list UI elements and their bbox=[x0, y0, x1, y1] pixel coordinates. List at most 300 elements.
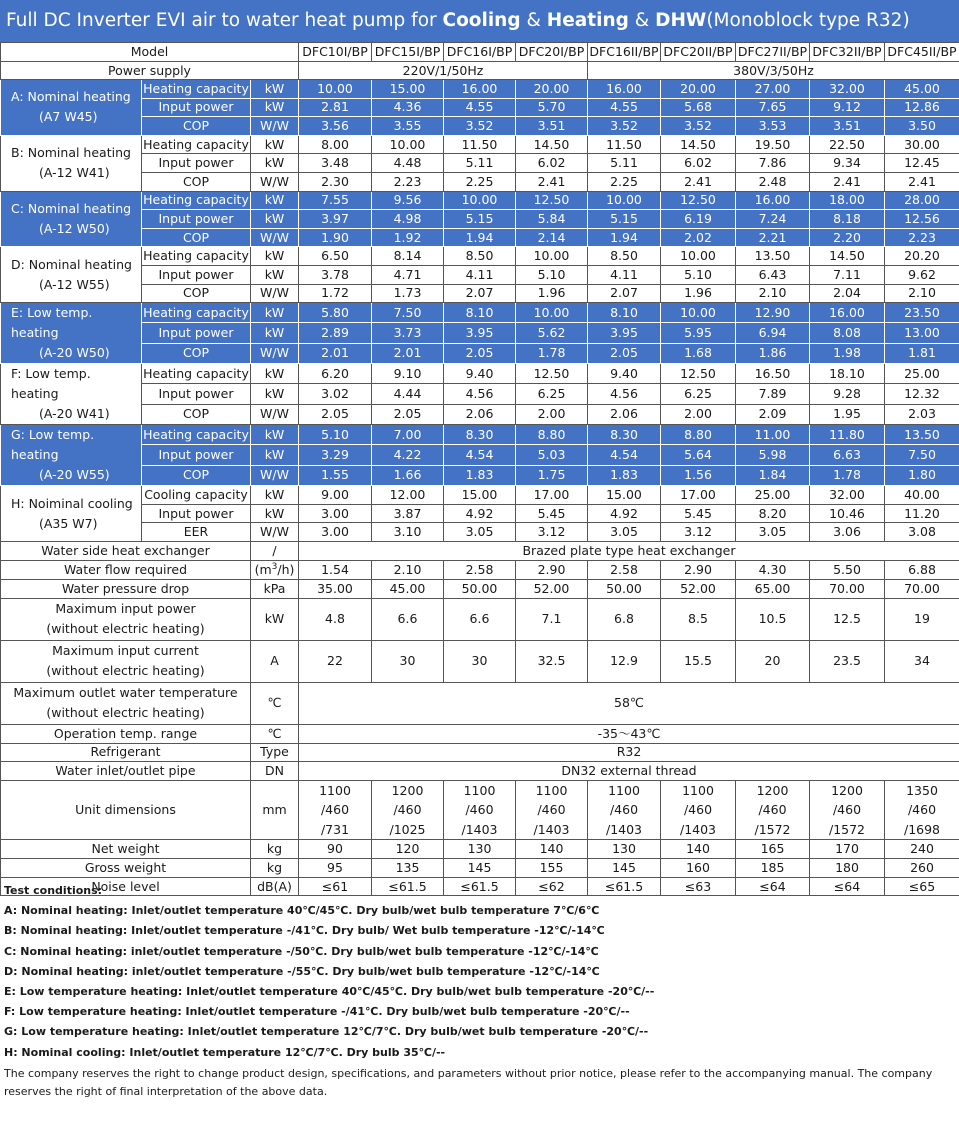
model-row bbox=[1, 43, 959, 62]
parameter-unit: W/W bbox=[251, 404, 299, 424]
value-cell: 1.90 bbox=[299, 228, 372, 247]
value-cell: 6.6 bbox=[372, 598, 444, 640]
value-cell: 52.00 bbox=[661, 579, 736, 598]
dimension-line: /460 bbox=[537, 802, 566, 818]
value-cell: 4.55 bbox=[588, 98, 661, 117]
value-cell: 2.90 bbox=[516, 560, 588, 579]
value-cell: 3.52 bbox=[588, 117, 661, 136]
value-cell: 3.10 bbox=[372, 523, 444, 542]
note-line: E: Low temperature heating: Inlet/outlet temperature 40℃/45℃. Dry bulb/wet bulb temperature -20℃/-- bbox=[4, 984, 655, 998]
value-cell: 9.34 bbox=[810, 154, 885, 173]
performance-row bbox=[1, 425, 959, 445]
max-input-power-row bbox=[1, 598, 959, 640]
value-cell: 15.5 bbox=[661, 640, 736, 682]
value-cell: 9.56 bbox=[372, 191, 444, 210]
value-cell: 2.00 bbox=[516, 404, 588, 424]
value-cell: 6.94 bbox=[736, 323, 810, 343]
value-cell: 15.00 bbox=[372, 80, 444, 99]
unit-dimensions-label: Unit dimensions bbox=[1, 780, 251, 840]
pipe-row-unit: DN bbox=[251, 761, 299, 780]
dimension-line: /1698 bbox=[903, 821, 941, 837]
value-cell: 2.10 bbox=[372, 560, 444, 579]
dimension-cell bbox=[444, 780, 516, 840]
label-line: Maximum input power bbox=[55, 601, 196, 617]
value-cell: 27.00 bbox=[736, 80, 810, 99]
performance-row bbox=[1, 117, 959, 136]
value-cell: 11.50 bbox=[588, 135, 661, 154]
water-flow-unit bbox=[251, 560, 299, 579]
value-cell: ≤64 bbox=[736, 878, 810, 896]
condition-spec: (A-12 W55) bbox=[39, 276, 110, 292]
parameter-label: Input power bbox=[142, 210, 251, 229]
value-cell: 1.73 bbox=[372, 284, 444, 303]
title-suffix: (Monoblock type R32) bbox=[706, 10, 910, 31]
performance-row bbox=[1, 191, 959, 210]
performance-row bbox=[1, 247, 959, 266]
dimension-cell bbox=[661, 780, 736, 840]
value-cell: 2.20 bbox=[810, 228, 885, 247]
parameter-unit: kW bbox=[251, 425, 299, 445]
value-cell: 2.58 bbox=[588, 560, 661, 579]
value-cell: 2.30 bbox=[299, 172, 372, 191]
pressure-drop-row bbox=[1, 579, 959, 598]
heat-exchanger-row-value: Brazed plate type heat exchanger bbox=[299, 541, 959, 560]
performance-row bbox=[1, 465, 959, 485]
value-cell: 10.00 bbox=[661, 303, 736, 323]
value-cell: 2.25 bbox=[588, 172, 661, 191]
title-prefix: Full DC Inverter EVI air to water heat pump for bbox=[6, 10, 443, 31]
value-cell: 5.15 bbox=[588, 210, 661, 229]
model-name: DFC16II/BP bbox=[588, 43, 661, 62]
value-cell: 35.00 bbox=[299, 579, 372, 598]
max-input-power-row-unit: kW bbox=[251, 598, 299, 640]
value-cell: 2.09 bbox=[736, 404, 810, 424]
parameter-label: Input power bbox=[142, 98, 251, 117]
value-cell: 4.55 bbox=[444, 98, 516, 117]
max-input-power-row-label bbox=[1, 598, 251, 640]
value-cell: 3.97 bbox=[299, 210, 372, 229]
value-cell: 2.10 bbox=[885, 284, 959, 303]
performance-row bbox=[1, 504, 959, 523]
value-cell: 4.11 bbox=[444, 265, 516, 284]
label-line: (without electric heating) bbox=[46, 663, 205, 679]
parameter-label: COP bbox=[142, 343, 251, 363]
value-cell: 4.30 bbox=[736, 560, 810, 579]
value-cell: 11.00 bbox=[736, 425, 810, 445]
notes-heading: Test conditions: bbox=[4, 884, 103, 897]
value-cell: 4.8 bbox=[299, 598, 372, 640]
value-cell: 130 bbox=[444, 840, 516, 859]
operation-temp-row-unit: ℃ bbox=[251, 724, 299, 743]
parameter-label: Heating capacity bbox=[142, 80, 251, 99]
parameter-unit: W/W bbox=[251, 117, 299, 136]
value-cell: 3.05 bbox=[588, 523, 661, 542]
title-sep-1: & bbox=[520, 10, 547, 31]
model-name: DFC27II/BP bbox=[736, 43, 810, 62]
value-cell: 2.41 bbox=[661, 172, 736, 191]
value-cell: 6.19 bbox=[661, 210, 736, 229]
parameter-label: Input power bbox=[142, 265, 251, 284]
value-cell: 1.72 bbox=[299, 284, 372, 303]
value-cell: 160 bbox=[661, 859, 736, 878]
value-cell: 3.29 bbox=[299, 445, 372, 465]
value-cell: 3.00 bbox=[299, 504, 372, 523]
value-cell: 4.54 bbox=[588, 445, 661, 465]
value-cell: 12.00 bbox=[372, 486, 444, 505]
value-cell: 20.00 bbox=[516, 80, 588, 99]
parameter-unit: kW bbox=[251, 210, 299, 229]
value-cell: 52.00 bbox=[516, 579, 588, 598]
condition-name: C: Nominal heating bbox=[11, 200, 132, 216]
value-cell: 185 bbox=[736, 859, 810, 878]
value-cell: 8.10 bbox=[444, 303, 516, 323]
power-supply-row bbox=[1, 62, 959, 80]
value-cell: 14.50 bbox=[661, 135, 736, 154]
value-cell: 10.00 bbox=[444, 191, 516, 210]
value-cell: 22 bbox=[299, 640, 372, 682]
value-cell: 9.40 bbox=[444, 364, 516, 384]
value-cell: 20.00 bbox=[661, 80, 736, 99]
value-cell: 7.89 bbox=[736, 384, 810, 404]
refrigerant-row-unit: Type bbox=[251, 743, 299, 761]
title-sep-2: & bbox=[628, 10, 656, 31]
parameter-unit: kW bbox=[251, 191, 299, 210]
parameter-label: Heating capacity bbox=[142, 191, 251, 210]
value-cell: 4.22 bbox=[372, 445, 444, 465]
value-cell: 1.96 bbox=[661, 284, 736, 303]
performance-row bbox=[1, 323, 959, 343]
value-cell: 1.94 bbox=[444, 228, 516, 247]
value-cell: 2.05 bbox=[588, 343, 661, 363]
parameter-unit: kW bbox=[251, 80, 299, 99]
value-cell: 9.00 bbox=[299, 486, 372, 505]
value-cell: 2.01 bbox=[299, 343, 372, 363]
value-cell: 3.50 bbox=[885, 117, 959, 136]
value-cell: 4.44 bbox=[372, 384, 444, 404]
value-cell: 1.86 bbox=[736, 343, 810, 363]
operation-temp-row bbox=[1, 724, 959, 743]
value-cell: 1.78 bbox=[516, 343, 588, 363]
dimension-line: 1200 bbox=[391, 782, 424, 798]
parameter-unit: W/W bbox=[251, 343, 299, 363]
value-cell: ≤61.5 bbox=[444, 878, 516, 896]
value-cell: 9.28 bbox=[810, 384, 885, 404]
value-cell: ≤64 bbox=[810, 878, 885, 896]
value-cell: 8.18 bbox=[810, 210, 885, 229]
note-line: F: Low temperature heating: Inlet/outlet temperature -/41℃. Dry bulb/wet bulb temperature -20℃/-- bbox=[4, 1005, 630, 1019]
value-cell: 7.00 bbox=[372, 425, 444, 445]
dimension-line: /1572 bbox=[828, 821, 866, 837]
value-cell: 70.00 bbox=[810, 579, 885, 598]
value-cell: ≤62 bbox=[516, 878, 588, 896]
heat-exchanger-row-label: Water side heat exchanger bbox=[1, 541, 251, 560]
dimension-line: /1025 bbox=[389, 821, 426, 837]
value-cell: 3.05 bbox=[736, 523, 810, 542]
value-cell: 40.00 bbox=[885, 486, 959, 505]
title-dhw: DHW bbox=[655, 10, 707, 31]
value-cell: 23.5 bbox=[810, 640, 885, 682]
value-cell: 13.00 bbox=[885, 323, 959, 343]
value-cell: 7.50 bbox=[372, 303, 444, 323]
value-cell: 6.02 bbox=[516, 154, 588, 173]
performance-row bbox=[1, 284, 959, 303]
power-supply-single-phase: 220V/1/50Hz bbox=[299, 62, 588, 80]
value-cell: 13.50 bbox=[736, 247, 810, 266]
label-line: (without electric heating) bbox=[46, 705, 205, 721]
heat-exchanger-row bbox=[1, 541, 959, 560]
value-cell: 10.00 bbox=[661, 247, 736, 266]
value-cell: 2.81 bbox=[299, 98, 372, 117]
value-cell: 3.48 bbox=[299, 154, 372, 173]
value-cell: 135 bbox=[372, 859, 444, 878]
value-cell: 3.51 bbox=[516, 117, 588, 136]
value-cell: 12.5 bbox=[810, 598, 885, 640]
value-cell: 11.80 bbox=[810, 425, 885, 445]
performance-row bbox=[1, 135, 959, 154]
value-cell: 6.6 bbox=[444, 598, 516, 640]
value-cell: 12.50 bbox=[516, 364, 588, 384]
test-conditions-notes bbox=[4, 881, 954, 1098]
value-cell: 2.25 bbox=[444, 172, 516, 191]
value-cell: 2.10 bbox=[736, 284, 810, 303]
value-cell: 9.10 bbox=[372, 364, 444, 384]
value-cell: 6.20 bbox=[299, 364, 372, 384]
condition-spec: (A35 W7) bbox=[39, 515, 98, 531]
value-cell: 12.50 bbox=[661, 191, 736, 210]
dimension-line: /1403 bbox=[533, 821, 570, 837]
value-cell: 4.92 bbox=[588, 504, 661, 523]
dimension-line: 1100 bbox=[682, 782, 714, 798]
pipe-row-label: Water inlet/outlet pipe bbox=[1, 761, 251, 780]
performance-row bbox=[1, 343, 959, 363]
value-cell: 3.51 bbox=[810, 117, 885, 136]
value-cell: 8.30 bbox=[444, 425, 516, 445]
performance-row bbox=[1, 303, 959, 323]
value-cell: 16.50 bbox=[736, 364, 810, 384]
value-cell: 1.66 bbox=[372, 465, 444, 485]
value-cell: 5.10 bbox=[661, 265, 736, 284]
value-cell: 5.11 bbox=[444, 154, 516, 173]
value-cell: 2.06 bbox=[588, 404, 661, 424]
dimension-cell bbox=[588, 780, 661, 840]
parameter-label: Heating capacity bbox=[142, 303, 251, 323]
unit-part: /h) bbox=[277, 561, 295, 577]
value-cell: 240 bbox=[885, 840, 959, 859]
condition-name: A: Nominal heating bbox=[11, 89, 131, 105]
value-cell: 8.20 bbox=[736, 504, 810, 523]
spec-table-body bbox=[1, 43, 959, 896]
value-cell: 7.50 bbox=[885, 445, 959, 465]
value-cell: 155 bbox=[516, 859, 588, 878]
note-line: D: Nominal heating: inlet/outlet temperature -/55℃. Dry bulb/wet bulb temperature -12℃/-14℃ bbox=[4, 964, 600, 978]
net-weight-row-label: Net weight bbox=[1, 840, 251, 859]
value-cell: 8.14 bbox=[372, 247, 444, 266]
note-line: B: Nominal heating: Inlet/outlet temperature -/41℃. Dry bulb/ Wet bulb temperature -12℃/-14℃ bbox=[4, 924, 605, 938]
value-cell: 130 bbox=[588, 840, 661, 859]
noise-level-row-unit: dB(A) bbox=[251, 878, 299, 896]
value-cell: 32.5 bbox=[516, 640, 588, 682]
parameter-unit: kW bbox=[251, 445, 299, 465]
value-cell: 1.68 bbox=[661, 343, 736, 363]
value-cell: 2.07 bbox=[444, 284, 516, 303]
value-cell: 5.64 bbox=[661, 445, 736, 465]
parameter-unit: kW bbox=[251, 384, 299, 404]
dimension-line: /460 bbox=[683, 802, 713, 818]
unit-dimensions-unit: mm bbox=[251, 780, 299, 840]
value-cell: 2.41 bbox=[516, 172, 588, 191]
value-cell: 11.50 bbox=[444, 135, 516, 154]
value-cell: 8.08 bbox=[810, 323, 885, 343]
parameter-label: COP bbox=[142, 404, 251, 424]
note-line: A: Nominal heating: Inlet/outlet temperature 40℃/45℃. Dry bulb/wet bulb temperature 7℃/6℃ bbox=[4, 904, 600, 918]
value-cell: 1.75 bbox=[516, 465, 588, 485]
value-cell: 7.55 bbox=[299, 191, 372, 210]
dimension-line: /460 bbox=[907, 802, 937, 818]
parameter-label: EER bbox=[142, 523, 251, 542]
value-cell: 3.12 bbox=[516, 523, 588, 542]
operation-temp-row-value: -35～43℃ bbox=[299, 724, 959, 743]
value-cell: 28.00 bbox=[885, 191, 959, 210]
condition-group-cell bbox=[1, 135, 142, 191]
value-cell: 2.04 bbox=[810, 284, 885, 303]
value-cell: 50.00 bbox=[444, 579, 516, 598]
value-cell: 1.84 bbox=[736, 465, 810, 485]
value-cell: 2.05 bbox=[444, 343, 516, 363]
parameter-unit: kW bbox=[251, 98, 299, 117]
value-cell: 3.05 bbox=[444, 523, 516, 542]
parameter-unit: kW bbox=[251, 486, 299, 505]
parameter-unit: W/W bbox=[251, 172, 299, 191]
condition-spec: (A-20 W50) bbox=[39, 345, 110, 361]
performance-row bbox=[1, 98, 959, 117]
model-name: DFC15I/BP bbox=[372, 43, 444, 62]
parameter-label: Heating capacity bbox=[142, 364, 251, 384]
performance-row bbox=[1, 228, 959, 247]
value-cell: 30.00 bbox=[885, 135, 959, 154]
condition-group-cell bbox=[1, 247, 142, 303]
parameter-label: Input power bbox=[142, 504, 251, 523]
refrigerant-row-value: R32 bbox=[299, 743, 959, 761]
max-outlet-temp-row-label bbox=[1, 682, 251, 724]
performance-row bbox=[1, 445, 959, 465]
pipe-row-value: DN32 external thread bbox=[299, 761, 959, 780]
model-name: DFC10I/BP bbox=[299, 43, 372, 62]
parameter-unit: kW bbox=[251, 504, 299, 523]
condition-group-cell bbox=[1, 80, 142, 136]
value-cell: 17.00 bbox=[661, 486, 736, 505]
value-cell: 2.14 bbox=[516, 228, 588, 247]
dimension-line: /1403 bbox=[461, 821, 498, 837]
dimension-cell bbox=[299, 780, 372, 840]
condition-name: G: Low temp. heating bbox=[11, 427, 95, 463]
value-cell: 3.78 bbox=[299, 265, 372, 284]
condition-name: F: Low temp. heating bbox=[11, 366, 91, 402]
dimension-line: /1403 bbox=[605, 821, 643, 837]
condition-group-cell bbox=[1, 364, 142, 425]
performance-row bbox=[1, 486, 959, 505]
dimension-cell bbox=[372, 780, 444, 840]
value-cell: 140 bbox=[516, 840, 588, 859]
value-cell: 95 bbox=[299, 859, 372, 878]
value-cell: 6.25 bbox=[516, 384, 588, 404]
value-cell: 3.08 bbox=[885, 523, 959, 542]
condition-name: B: Nominal heating bbox=[11, 145, 131, 161]
value-cell: 2.07 bbox=[588, 284, 661, 303]
gross-weight-row-label: Gross weight bbox=[1, 859, 251, 878]
parameter-label: COP bbox=[142, 117, 251, 136]
value-cell: 1.56 bbox=[661, 465, 736, 485]
heat-exchanger-row-unit: / bbox=[251, 541, 299, 560]
max-input-current-row-label bbox=[1, 640, 251, 682]
dimension-line: 1200 bbox=[831, 782, 863, 798]
value-cell: 90 bbox=[299, 840, 372, 859]
value-cell: 6.43 bbox=[736, 265, 810, 284]
value-cell: 3.55 bbox=[372, 117, 444, 136]
value-cell: 32.00 bbox=[810, 486, 885, 505]
note-line: C: Nominal heating: inlet/outlet temperature -/50℃. Dry bulb/wet bulb temperature -12℃/-14℃ bbox=[4, 944, 599, 958]
value-cell: 8.80 bbox=[516, 425, 588, 445]
parameter-label: COP bbox=[142, 284, 251, 303]
value-cell: 165 bbox=[736, 840, 810, 859]
parameter-label: Input power bbox=[142, 154, 251, 173]
value-cell: 2.48 bbox=[736, 172, 810, 191]
value-cell: 1.78 bbox=[810, 465, 885, 485]
value-cell: 5.80 bbox=[299, 303, 372, 323]
value-cell: 20.20 bbox=[885, 247, 959, 266]
value-cell: 9.12 bbox=[810, 98, 885, 117]
value-cell: 9.40 bbox=[588, 364, 661, 384]
parameter-unit: W/W bbox=[251, 228, 299, 247]
value-cell: 2.23 bbox=[885, 228, 959, 247]
condition-spec: (A-12 W41) bbox=[39, 165, 110, 181]
performance-row bbox=[1, 210, 959, 229]
value-cell: 25.00 bbox=[885, 364, 959, 384]
value-cell: 6.02 bbox=[661, 154, 736, 173]
value-cell: 19.50 bbox=[736, 135, 810, 154]
parameter-unit: W/W bbox=[251, 523, 299, 542]
value-cell: 1.94 bbox=[588, 228, 661, 247]
value-cell: 2.89 bbox=[299, 323, 372, 343]
parameter-unit: kW bbox=[251, 364, 299, 384]
value-cell: 1.80 bbox=[885, 465, 959, 485]
value-cell: 17.00 bbox=[516, 486, 588, 505]
performance-row bbox=[1, 172, 959, 191]
title-cooling: Cooling bbox=[442, 10, 521, 31]
value-cell: 8.10 bbox=[588, 303, 661, 323]
parameter-label: COP bbox=[142, 228, 251, 247]
performance-row bbox=[1, 404, 959, 424]
value-cell: 30 bbox=[444, 640, 516, 682]
parameter-unit: kW bbox=[251, 265, 299, 284]
value-cell: 2.41 bbox=[810, 172, 885, 191]
model-name: DFC45II/BP bbox=[885, 43, 959, 62]
value-cell: 2.21 bbox=[736, 228, 810, 247]
condition-name: H: Noiminal cooling bbox=[11, 495, 133, 511]
value-cell: 8.50 bbox=[588, 247, 661, 266]
value-cell: 10.46 bbox=[810, 504, 885, 523]
dimension-line: /460 bbox=[609, 802, 639, 818]
value-cell: 10.00 bbox=[299, 80, 372, 99]
value-cell: 16.00 bbox=[736, 191, 810, 210]
value-cell: 45.00 bbox=[885, 80, 959, 99]
value-cell: 6.63 bbox=[810, 445, 885, 465]
value-cell: 12.32 bbox=[885, 384, 959, 404]
value-cell: 5.45 bbox=[516, 504, 588, 523]
condition-group-cell bbox=[1, 486, 142, 542]
disclaimer: The company reserves the right to change product design, specifications, and parameters without prior notice, please refer to the accompanying manual. The company reserves the right of final interpretation of the above data. bbox=[4, 1066, 933, 1098]
condition-spec: (A-20 W41) bbox=[39, 406, 110, 422]
parameter-label: Heating capacity bbox=[142, 135, 251, 154]
